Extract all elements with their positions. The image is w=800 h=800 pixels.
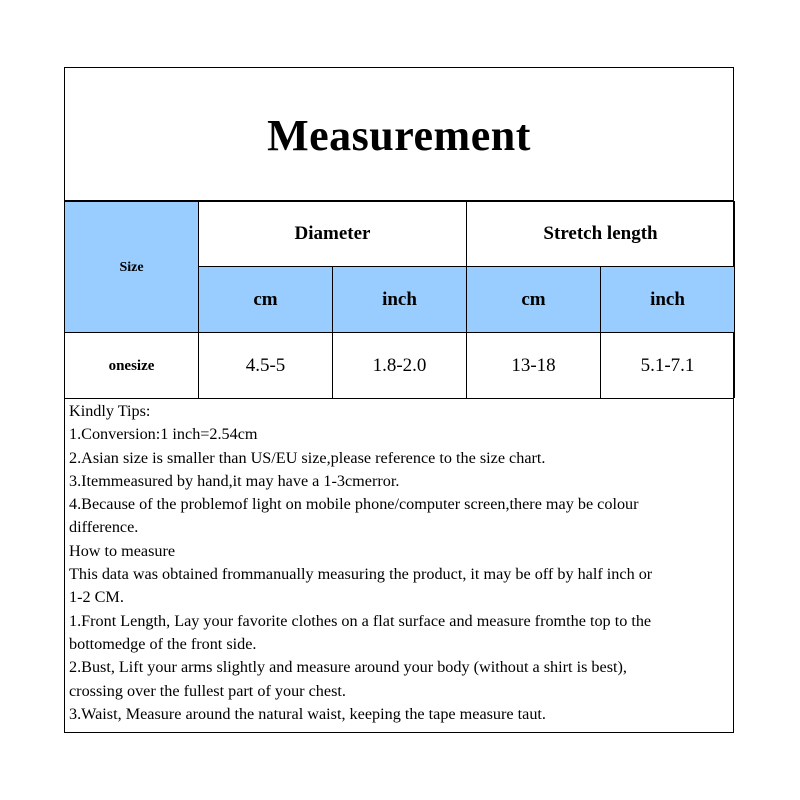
tips-line: 1-2 CM. <box>69 588 124 607</box>
unit-header-label: cm <box>521 288 546 310</box>
diameter-header-label: Diameter <box>294 223 371 244</box>
tips-line: 2.Bust, Lift your arms slightly and measure around your body (without a shirt is best), <box>69 658 627 677</box>
diameter-header-cell <box>199 202 467 267</box>
tips-line: How to measure <box>69 541 176 560</box>
unit-header-label: cm <box>253 288 278 310</box>
unit-header-label: inch <box>650 288 685 310</box>
value-cell <box>467 333 601 399</box>
unit-header-cell <box>333 267 467 333</box>
tips-line: 3.Waist, Measure around the natural waist, keeping the tape measure taut. <box>69 704 546 723</box>
unit-header-cell <box>601 267 735 333</box>
tips-line: 2.Asian size is smaller than US/EU size,please reference to the size chart. <box>69 448 546 467</box>
tips-line: 3.Itemmeasured by hand,it may have a 1-3cmerror. <box>69 471 400 490</box>
size-header-label: Size <box>119 260 144 275</box>
size-cell <box>65 333 199 399</box>
unit-header-label: inch <box>382 288 417 310</box>
tips-line: bottomedge of the front side. <box>69 634 257 653</box>
unit-header-cell <box>199 267 333 333</box>
tips-section <box>65 398 733 726</box>
stretch-inch-value: 5.1-7.1 <box>640 354 695 376</box>
stretch-length-header-cell <box>467 202 735 267</box>
stretch-length-header-label: Stretch length <box>543 223 658 244</box>
unit-header-cell <box>467 267 601 333</box>
tips-line: 1.Conversion:1 inch=2.54cm <box>69 425 258 444</box>
size-value: onesize <box>108 357 155 374</box>
size-header-cell <box>65 202 199 333</box>
size-chart <box>64 67 734 733</box>
tips-line: 1.Front Length, Lay your favorite clothes on a flat surface and measure fromthe top to the <box>69 611 652 630</box>
tips-line: difference. <box>69 518 139 537</box>
tips-line: Kindly Tips: <box>69 402 151 420</box>
diameter-inch-value: 1.8-2.0 <box>372 354 427 376</box>
tips-line: crossing over the fullest part of your chest. <box>69 681 346 700</box>
value-cell <box>601 333 735 399</box>
title-row <box>65 68 733 201</box>
page-title: Measurement <box>267 110 531 160</box>
stretch-cm-value: 13-18 <box>511 354 556 376</box>
tips-line: 4.Because of the problemof light on mobile phone/computer screen,there may be colour <box>69 495 639 514</box>
tips-line: This data was obtained frommanually measuring the product, it may be off by half inch or <box>69 565 653 584</box>
diameter-cm-value: 4.5-5 <box>245 354 286 376</box>
value-cell <box>199 333 333 399</box>
size-table <box>64 201 735 398</box>
table-header-row <box>65 202 735 267</box>
value-cell <box>333 333 467 399</box>
table-row <box>65 333 735 399</box>
